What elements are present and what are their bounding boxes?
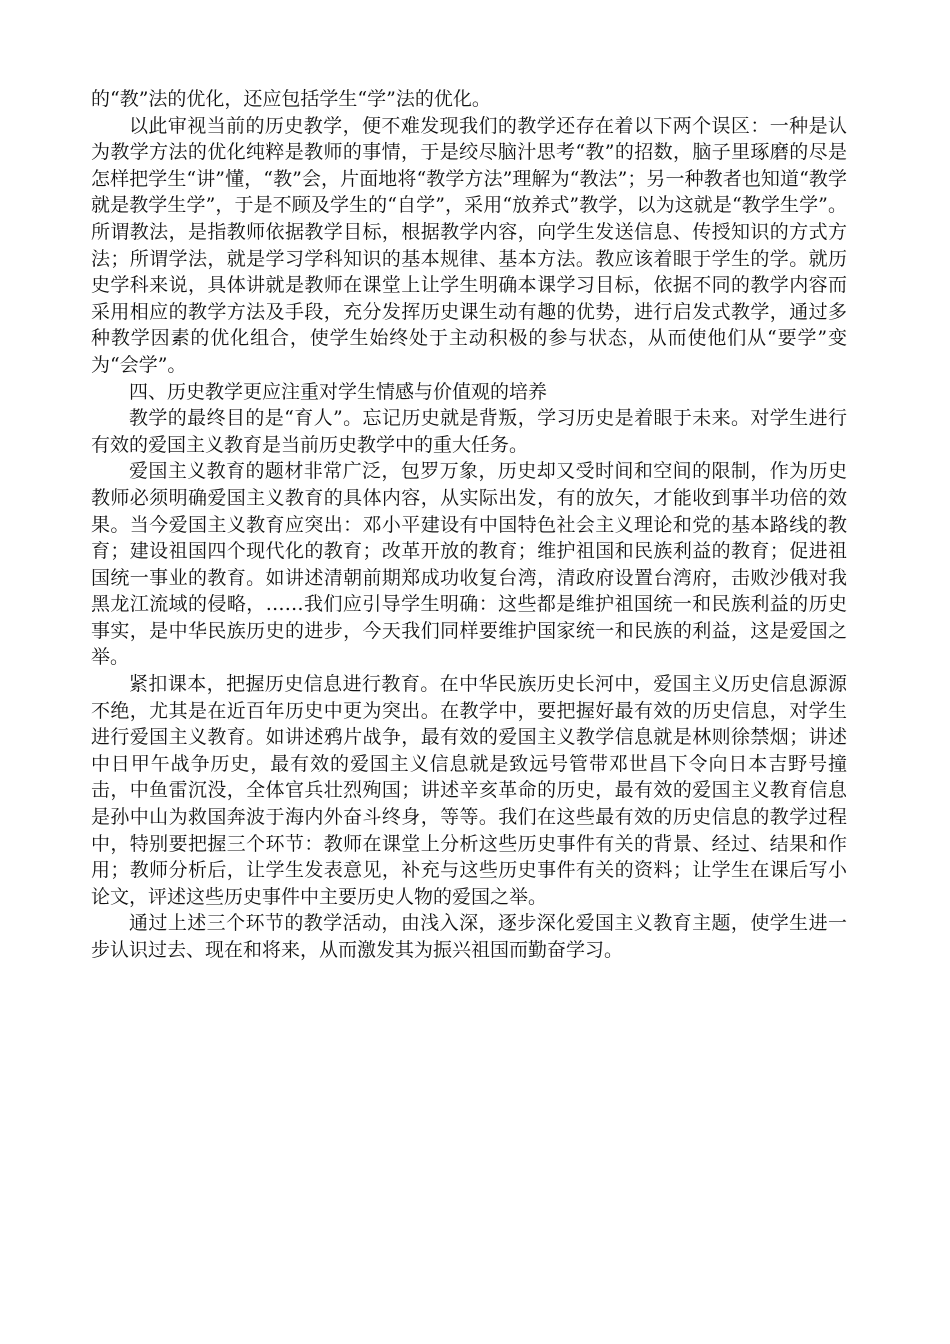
paragraph-continuation: 的“教”法的优化，还应包括学生“学”法的优化。 [91,88,491,110]
paragraph-education-goal: 教学的最终目的是“育人”。忘记历史就是背叛，学习历史是着眼于未来。对学生进行有效的爱国主义教育是当前历史教学中的重大任务。 [91,407,847,456]
paragraph-patriotic-content: 爱国主义教育的题材非常广泛，包罗万象，历史却又受时间和空间的限制，作为历史教师必须明确爱国主义教育的具体内容，从实际出发，有的放矢，才能收到事半功倍的效果。当今爱国主义教育应突出：邓小平建设有中国特色社会主义理论和党的基本路线的教育；建设祖国四个现代化的教育；改革开放的教育；维护祖国和民族利益的教育；促进祖国统一事业的教育。如讲述清朝前期郑成功收复台湾，清政府设置台湾府，击败沙俄对我黑龙江流域的侵略，……我们应引导学生明确：这些都是维护祖国统一和民族利益的历史事实，是中华民族历史的进步，今天我们同样要维护国家统一和民族的利益，这是爱国之举。 [91,460,847,669]
paragraph-conclusion: 通过上述三个环节的教学活动，由浅入深，逐步深化爱国主义教育主题，使学生进一步认识过去、现在和将来，从而激发其为振兴祖国而勤奋学习。 [91,912,847,961]
paragraph-teaching-misconceptions: 以此审视当前的历史教学，便不难发现我们的教学还存在着以下两个误区：一种是认为教学方法的优化纯粹是教师的事情，于是绞尽脑汁思考“教”的招数，脑子里琢磨的尽是怎样把学生“讲”懂，“教”会，片面地将“教学方法”理解为“教法”；另一种教者也知道“教学就是教学生学”，于是不顾及学生的“自学”，采用“放养式”教学，以为这就是“教学生学”。所谓教法，是指教师依据教学目标，根据教学内容，向学生发送信息、传授知识的方式方法；所谓学法，就是学习学科知识的基本规律、基本方法。教应该着眼于学生的学。就历史学科来说，具体讲就是教师在课堂上让学生明确本课学习目标，依据不同的教学内容而采用相应的教学方法及手段，充分发挥历史课生动有趣的优势，进行启发式教学，通过多种教学因素的优化组合，使学生始终处于主动积极的参与状态，从而使他们从“要学”变为“会学”。 [91,114,847,376]
paragraph-textbook-information: 紧扣课本，把握历史信息进行教育。在中华民族历史长河中，爱国主义历史信息源源不绝，尤其是在近百年历史中更为突出。在教学中，要把握好最有效的历史信息，对学生进行爱国主义教育。如讲述鸦片战争，最有效的爱国主义教学信息就是林则徐禁烟；讲述中日甲午战争历史，最有效的爱国主义信息就是致远号管带邓世昌下令向日本吉野号撞击，中鱼雷沉没，全体官兵壮烈殉国；讲述辛亥革命的历史，最有效的爱国主义教育信息是孙中山为救国奔波于海内外奋斗终身，等等。我们在这些最有效的历史信息的教学过程中，特别要把握三个环节：教师在课堂上分析这些历史事件有关的背景、经过、结果和作用；教师分析后，让学生发表意见，补充与这些历史事件有关的资料；让学生在课后写小论文，评述这些历史事件中主要历史人物的爱国之举。 [91,673,847,908]
document-page [91,86,847,964]
section-heading-four: 四、历史教学更应注重对学生情感与价值观的培养 [129,380,548,403]
